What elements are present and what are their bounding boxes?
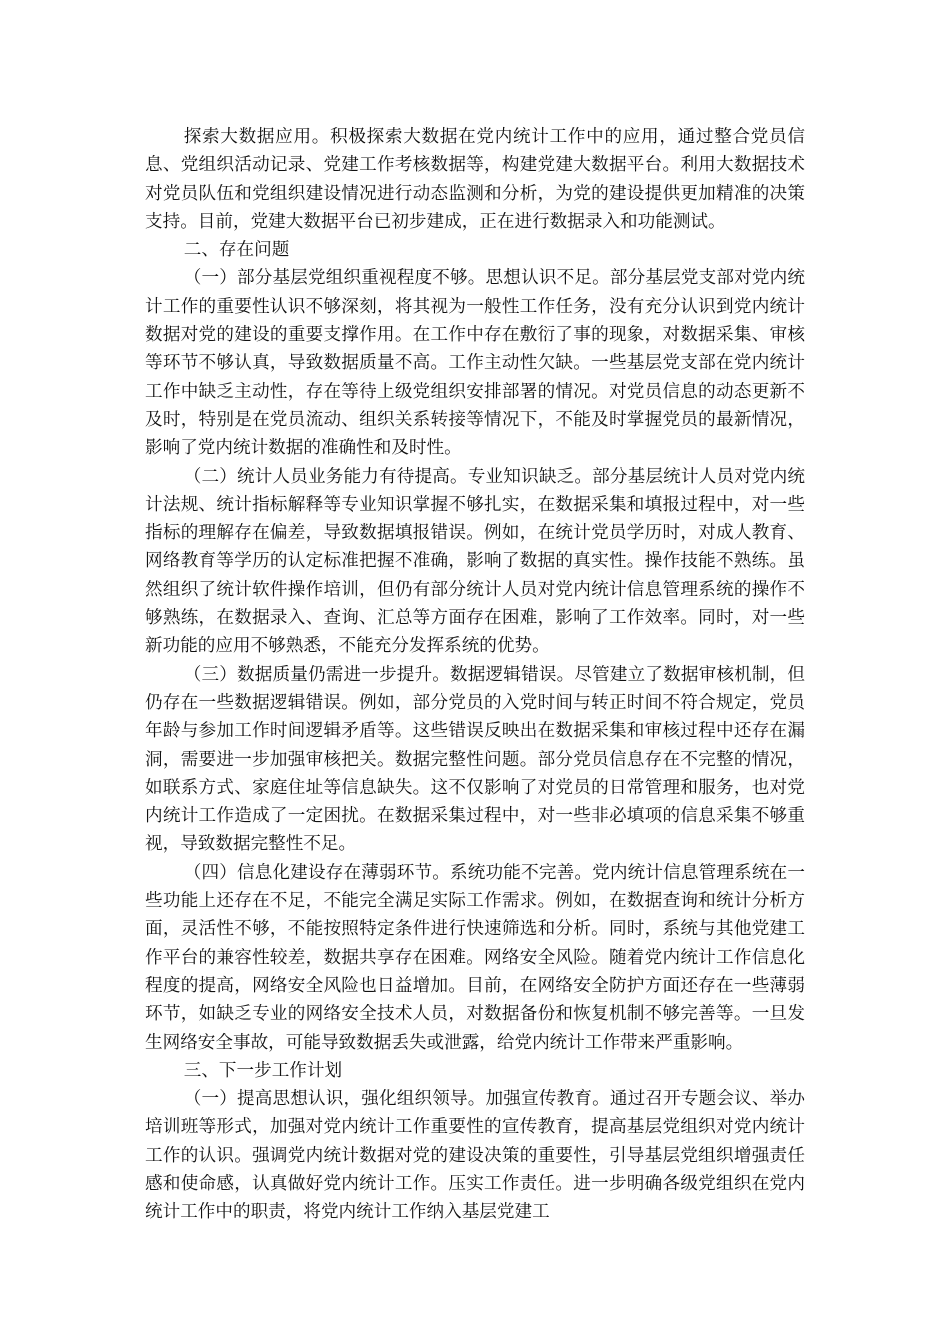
paragraph-plan-1: （一）提高思想认识，强化组织领导。加强宣传教育。通过召开专题会议、举办培训班等形式，加强对党内统计工作重要性的宣传教育，提高基层党组织对党内统计工作的认识。强调党内统计数据对党的建设决策的重要性，引导基层党组织增强责任感和使命感，认真做好党内统计工作。压实工作责任。进一步明确各级党组织在党内统计工作中的职责，将党内统计工作纳入基层党建工 — [145, 1089, 805, 1223]
document-body — [145, 123, 805, 1227]
section-heading-problems: 二、存在问题 — [183, 240, 290, 261]
paragraph-big-data: 探索大数据应用。积极探索大数据在党内统计工作中的应用，通过整合党员信息、党组织活动记录、党建工作考核数据等，构建党建大数据平台。利用大数据技术对党员队伍和党组织建设情况进行动态监测和分析，为党的建设提供更加精准的决策支持。目前，党建大数据平台已初步建成，正在进行数据录入和功能测试。 — [145, 127, 805, 232]
section-heading-next-plan: 三、下一步工作计划 — [183, 1060, 343, 1081]
paragraph-problem-3: （三）数据质量仍需进一步提升。数据逻辑错误。尽管建立了数据审核机制，但仍存在一些数据逻辑错误。例如，部分党员的入党时间与转正时间不符合规定，党员年龄与参加工作时间逻辑矛盾等。这些错误反映出在数据采集和审核过程中还存在漏洞，需要进一步加强审核把关。数据完整性问题。部分党员信息存在不完整的情况，如联系方式、家庭住址等信息缺失。这不仅影响了对党员的日常管理和服务，也对党内统计工作造成了一定困扰。在数据采集过程中，对一些非必填项的信息采集不够重视，导致数据完整性不足。 — [145, 664, 805, 855]
paragraph-problem-2: （二）统计人员业务能力有待提高。专业知识缺乏。部分基层统计人员对党内统计法规、统计指标解释等专业知识掌握不够扎实，在数据采集和填报过程中，对一些指标的理解存在偏差，导致数据填报错误。例如，在统计党员学历时，对成人教育、网络教育等学历的认定标准把握不准确，影响了数据的真实性。操作技能不熟练。虽然组织了统计软件操作培训，但仍有部分统计人员对党内统计信息管理系统的操作不够熟练，在数据录入、查询、汇总等方面存在困难，影响了工作效率。同时，对一些新功能的应用不够熟悉，不能充分发挥系统的优势。 — [145, 466, 805, 657]
paragraph-problem-4: （四）信息化建设存在薄弱环节。系统功能不完善。党内统计信息管理系统在一些功能上还存在不足，不能完全满足实际工作需求。例如，在数据查询和统计分析方面，灵活性不够，不能按照特定条件进行快速筛选和分析。同时，系统与其他党建工作平台的兼容性较差，数据共享存在困难。网络安全风险。随着党内统计工作信息化程度的提高，网络安全风险也日益增加。目前，在网络安全防护方面还存在一些薄弱环节，如缺乏专业的网络安全技术人员，对数据备份和恢复机制不够完善等。一旦发生网络安全事故，可能导致数据丢失或泄露，给党内统计工作带来严重影响。 — [145, 862, 805, 1053]
paragraph-problem-1: （一）部分基层党组织重视程度不够。思想认识不足。部分基层党支部对党内统计工作的重要性认识不够深刻，将其视为一般性工作任务，没有充分认识到党内统计数据对党的建设的重要支撑作用。在工作中存在敷衍了事的现象，对数据采集、审核等环节不够认真，导致数据质量不高。工作主动性欠缺。一些基层党支部在党内统计工作中缺乏主动性，存在等待上级党组织安排部署的情况。对党员信息的动态更新不及时，特别是在党员流动、组织关系转接等情况下，不能及时掌握党员的最新情况，影响了党内统计数据的准确性和及时性。 — [145, 268, 805, 459]
